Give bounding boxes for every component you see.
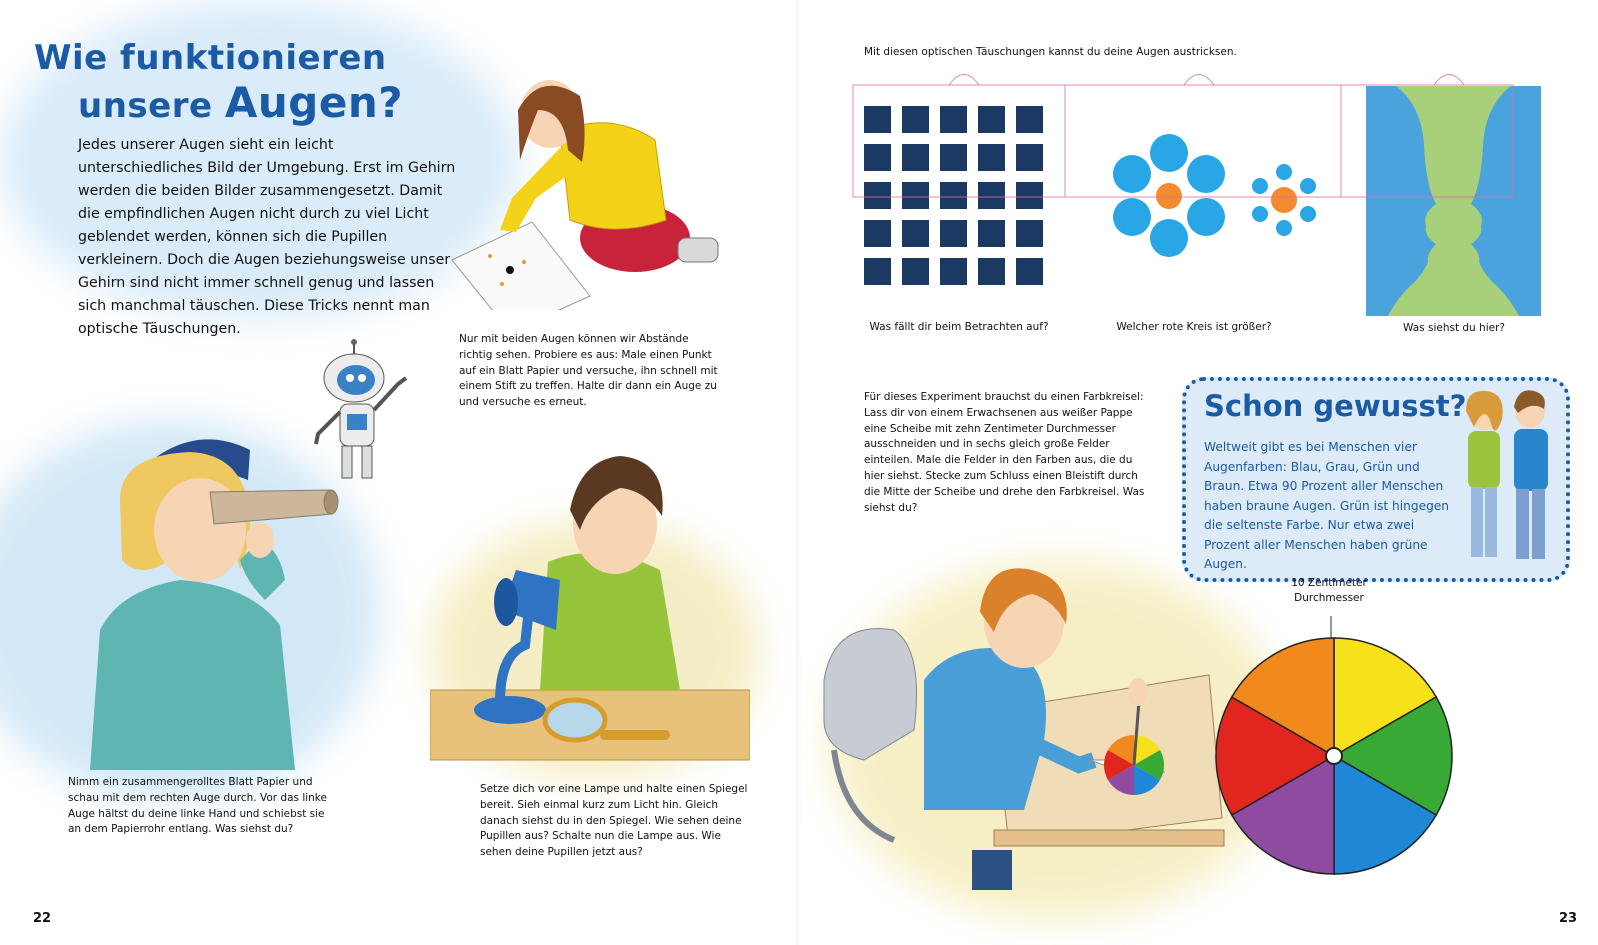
dot-experiment-text: Nur mit beiden Augen können wir Abstände richtig sehen. Probiere es aus: Male einen Punkt auf ein Blatt Papier und versuche, ihn schnell mit einem Stift zu treffen. Halte dir dann ein Auge zu und versuche es erneut. — [459, 333, 718, 409]
lamp-experiment-text: Setze dich vor eine Lampe und halte einen Spiegel bereit. Sieh einmal kurz zum Licht hin. Gleich danach siehst du in den Spiegel. Wie sehen deine Pupillen aus? Schalte nun die Lampe aus. Wie sehen deine Pupillen jetzt aus? — [480, 783, 748, 859]
page-number-left: 22 — [33, 911, 52, 926]
circles-illusion-caption: Welcher rote Kreis ist größer? — [1116, 321, 1272, 333]
grid-square — [940, 220, 967, 247]
right-page — [799, 0, 1598, 945]
tube-experiment-text: Nimm ein zusammengerolltes Blatt Papier und schau mit dem rechten Auge durch. Vor das linke Auge hältst du deine linke Hand und schiebst sie an dem Papierrohr entlang. Was siehst du? — [68, 776, 327, 836]
girl-drawing-illustration — [440, 70, 740, 310]
grid-square — [940, 258, 967, 285]
grid-square — [864, 258, 891, 285]
tube-girl-illustration — [80, 410, 360, 790]
grid-square — [864, 220, 891, 247]
info-box — [1182, 377, 1570, 582]
spinner-boy-illustration — [804, 560, 1244, 900]
grid-square — [978, 258, 1005, 285]
grid-square — [1016, 220, 1043, 247]
wheel-center-hole — [1326, 748, 1342, 764]
guide-lines — [849, 64, 1549, 204]
info-box-text: Weltweit gibt es bei Menschen vier Augenfarben: Blau, Grau, Grün und Braun. Etwa 90 Prozent aller Menschen haben braune Augen. Grün ist hingegen die seltenste Farbe. Nur etwa zwei Prozent aller Menschen haben grüne Augen. — [1204, 440, 1450, 571]
book-spine — [796, 0, 802, 945]
page-title-line1: Wie funktionieren — [34, 38, 387, 78]
spinner-experiment-text: Für dieses Experiment brauchst du einen Farbkreisel: Lass dir von einem Erwachsenen aus weißer Pappe eine Scheibe mit zehn Zentimeter Durchmesser ausschneiden und in sechs gleich große Felder einteilen. Male die Felder in den Farben aus, die du hier siehst. Stecke zum Schluss einen Bleistift durch die Mitte der Scheibe und drehe den Farbkreisel. Was siehst du? — [864, 391, 1145, 514]
vase-illusion-caption: Was siehst du hier? — [1403, 322, 1505, 334]
color-wheel — [1204, 616, 1464, 876]
page-title-line2: unsere Augen? — [78, 78, 404, 127]
lamp-boy-illustration — [430, 420, 750, 770]
two-kids-illustration — [1456, 387, 1560, 567]
grid-square — [978, 220, 1005, 247]
illusions-intro: Mit diesen optischen Täuschungen kannst du deine Augen austricksen. — [864, 46, 1237, 58]
info-box-title: Schon gewusst? — [1204, 389, 1467, 423]
grid-illusion-caption: Was fällt dir beim Betrachten auf? — [869, 321, 1049, 333]
wheel-label: 10 Zentimeter Durchmesser — [1291, 577, 1367, 604]
page-number-right: 23 — [1559, 911, 1578, 926]
intro-text: Jedes unserer Augen sieht ein leicht unterschiedliches Bild der Umgebung. Erst im Gehirn werden die beiden Bilder zusammengesetzt. Damit die empfindlichen Augen nicht durch zu viel Licht geblendet werden, können sich die Pupillen verkleinern. Doch die Augen beziehungsweise unser Gehirn sind nicht immer schnell genug und lassen sich manchmal täuschen. Diese Tricks nennt man optische Täuschungen. — [78, 137, 456, 337]
grid-square — [902, 220, 929, 247]
grid-square — [902, 258, 929, 285]
grid-square — [1016, 258, 1043, 285]
